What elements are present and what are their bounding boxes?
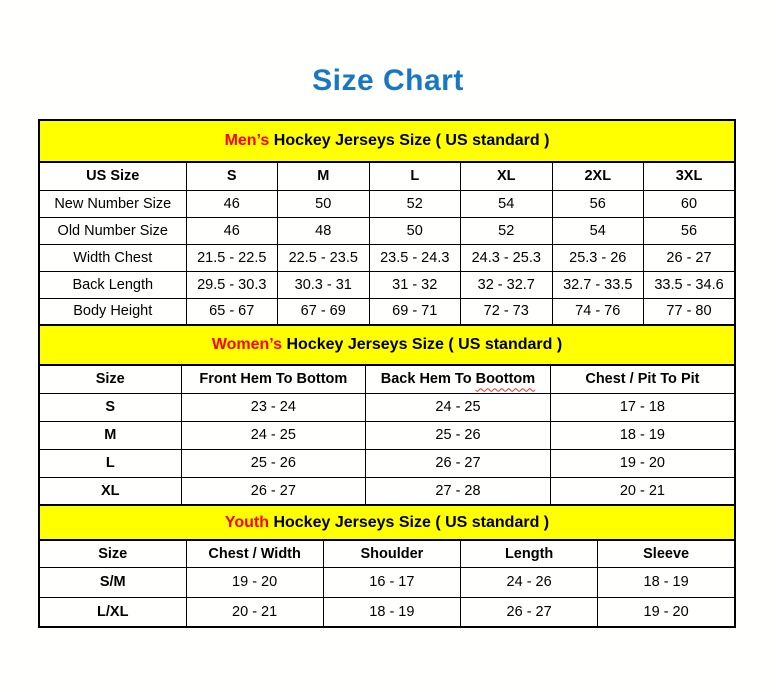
womens-col-header-3: Chest / Pit To Pit — [550, 365, 735, 393]
mens-value-cell: 69 - 71 — [369, 298, 461, 325]
mens-value-cell: 31 - 32 — [369, 271, 461, 298]
mens-value-cell: 52 — [461, 217, 553, 244]
mens-table-row — [39, 271, 735, 298]
mens-value-cell: 60 — [644, 190, 736, 217]
youth-col-header-3: Length — [461, 540, 598, 567]
womens-row-label: L — [39, 449, 181, 477]
mens-section-header: Men’s Hockey Jerseys Size ( US standard ) — [39, 120, 735, 162]
page-title: Size Chart — [312, 64, 464, 97]
womens-value-cell: 18 - 19 — [550, 421, 735, 449]
youth-table-row — [39, 567, 735, 597]
mens-value-cell: 50 — [369, 217, 461, 244]
mens-value-cell: 26 - 27 — [644, 244, 736, 271]
womens-row-label: S — [39, 393, 181, 421]
youth-value-cell: 24 - 26 — [461, 567, 598, 597]
mens-col-header-3: L — [369, 162, 461, 190]
youth-value-cell: 16 - 17 — [323, 567, 460, 597]
mens-value-cell: 33.5 - 34.6 — [644, 271, 736, 298]
womens-col-header-2: Back Hem To Boottom — [366, 365, 551, 393]
womens-row-label: XL — [39, 477, 181, 505]
mens-col-header-5: 2XL — [552, 162, 644, 190]
womens-value-cell: 25 - 26 — [366, 421, 551, 449]
womens-table-row — [39, 393, 735, 421]
womens-value-cell: 27 - 28 — [366, 477, 551, 505]
mens-value-cell: 46 — [186, 190, 278, 217]
womens-value-cell: 17 - 18 — [550, 393, 735, 421]
mens-value-cell: 32 - 32.7 — [461, 271, 553, 298]
mens-value-cell: 48 — [278, 217, 370, 244]
mens-table-row — [39, 190, 735, 217]
mens-value-cell: 25.3 - 26 — [552, 244, 644, 271]
youth-col-header-4: Sleeve — [598, 540, 735, 567]
womens-col-header-0: Size — [39, 365, 181, 393]
youth-value-cell: 26 - 27 — [461, 597, 598, 627]
womens-value-cell: 26 - 27 — [366, 449, 551, 477]
mens-row-label: New Number Size — [39, 190, 186, 217]
mens-value-cell: 77 - 80 — [644, 298, 736, 325]
mens-value-cell: 24.3 - 25.3 — [461, 244, 553, 271]
mens-value-cell: 56 — [552, 190, 644, 217]
youth-row-label: S/M — [39, 567, 186, 597]
mens-value-cell: 29.5 - 30.3 — [186, 271, 278, 298]
mens-table-row — [39, 298, 735, 325]
mens-value-cell: 21.5 - 22.5 — [186, 244, 278, 271]
mens-value-cell: 54 — [552, 217, 644, 244]
youth-col-header-1: Chest / Width — [186, 540, 323, 567]
mens-value-cell: 56 — [644, 217, 736, 244]
mens-table-row — [39, 244, 735, 271]
womens-size-table — [38, 324, 736, 506]
youth-table-row — [39, 597, 735, 627]
mens-value-cell: 54 — [461, 190, 553, 217]
youth-value-cell: 18 - 19 — [598, 567, 735, 597]
youth-size-table — [38, 504, 736, 628]
mens-row-label: Back Length — [39, 271, 186, 298]
mens-table-row — [39, 217, 735, 244]
mens-col-header-6: 3XL — [644, 162, 736, 190]
womens-section-header: Women’s Hockey Jerseys Size ( US standard ) — [39, 325, 735, 365]
mens-col-header-4: XL — [461, 162, 553, 190]
youth-value-cell: 20 - 21 — [186, 597, 323, 627]
womens-section-highlight: Women’s — [211, 336, 283, 353]
mens-col-header-2: M — [278, 162, 370, 190]
mens-value-cell: 74 - 76 — [552, 298, 644, 325]
mens-row-label: Body Height — [39, 298, 186, 325]
mens-value-cell: 23.5 - 24.3 — [369, 244, 461, 271]
womens-value-cell: 20 - 21 — [550, 477, 735, 505]
womens-col-header-1: Front Hem To Bottom — [181, 365, 366, 393]
youth-col-header-2: Shoulder — [323, 540, 460, 567]
womens-value-cell: 25 - 26 — [181, 449, 366, 477]
misspelled-word: Boottom — [475, 371, 536, 388]
mens-value-cell: 50 — [278, 190, 370, 217]
mens-value-cell: 30.3 - 31 — [278, 271, 370, 298]
womens-value-cell: 23 - 24 — [181, 393, 366, 421]
youth-value-cell: 19 - 20 — [186, 567, 323, 597]
womens-value-cell: 26 - 27 — [181, 477, 366, 505]
mens-section-highlight: Men’s — [224, 132, 270, 149]
womens-table-row — [39, 477, 735, 505]
youth-value-cell: 18 - 19 — [323, 597, 460, 627]
mens-value-cell: 67 - 69 — [278, 298, 370, 325]
mens-col-header-1: S — [186, 162, 278, 190]
womens-table-row — [39, 421, 735, 449]
youth-value-cell: 19 - 20 — [598, 597, 735, 627]
womens-value-cell: 24 - 25 — [366, 393, 551, 421]
youth-row-label: L/XL — [39, 597, 186, 627]
mens-value-cell: 65 - 67 — [186, 298, 278, 325]
womens-value-cell: 24 - 25 — [181, 421, 366, 449]
mens-value-cell: 32.7 - 33.5 — [552, 271, 644, 298]
size-tables-stack — [38, 119, 736, 628]
youth-section-header: Youth Hockey Jerseys Size ( US standard ) — [39, 505, 735, 540]
mens-value-cell: 52 — [369, 190, 461, 217]
youth-col-header-0: Size — [39, 540, 186, 567]
mens-col-header-0: US Size — [39, 162, 186, 190]
womens-value-cell: 19 - 20 — [550, 449, 735, 477]
youth-section-highlight: Youth — [224, 513, 269, 531]
mens-row-label: Old Number Size — [39, 217, 186, 244]
mens-size-table — [38, 119, 736, 326]
mens-value-cell: 22.5 - 23.5 — [278, 244, 370, 271]
mens-value-cell: 72 - 73 — [461, 298, 553, 325]
womens-row-label: M — [39, 421, 181, 449]
womens-table-row — [39, 449, 735, 477]
mens-value-cell: 46 — [186, 217, 278, 244]
mens-row-label: Width Chest — [39, 244, 186, 271]
